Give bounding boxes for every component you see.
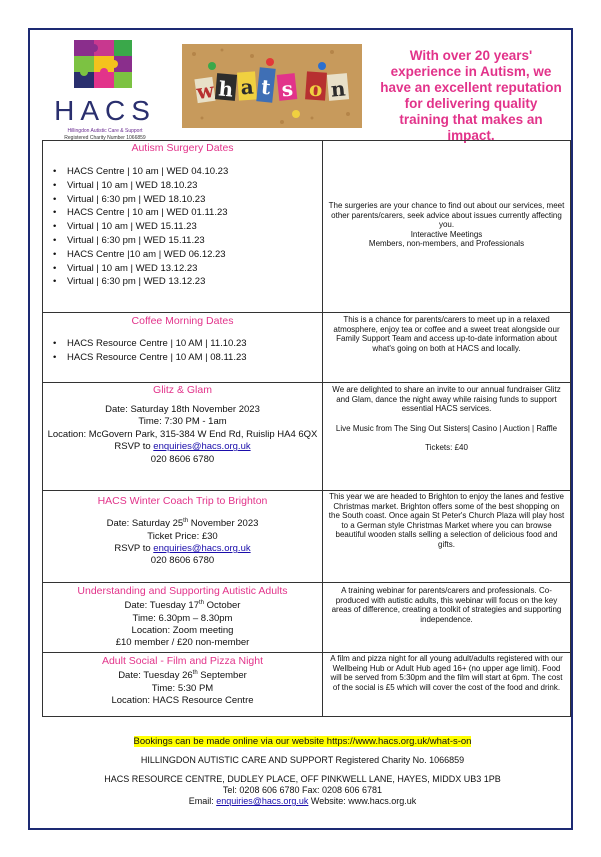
list-item: • HACS Resource Centre | 10 AM | 11.10.23	[53, 337, 322, 351]
list-item: • Virtual | 10 am | WED 13.12.23	[53, 262, 322, 276]
event-cell-left	[43, 491, 323, 583]
event-description: A training webinar for parents/carers and professionals. Co-produced with autistic adults, this webinar will focus on the key areas of difference, creating a toolkit of strategies and supporting independence.	[331, 586, 562, 624]
logo-subtitle: Hillingdon Autistic Care & Support	[67, 128, 143, 134]
svg-text:n: n	[329, 76, 347, 102]
org-name: HILLINGDON AUTISTIC CARE AND SUPPORT Registered Charity No. 1066859	[140, 755, 465, 765]
list-item: • HACS Centre |10 am | WED 06.12.23	[53, 248, 322, 262]
list-item: • Virtual | 10 am | WED 15.11.23	[53, 220, 322, 234]
list-item: • Virtual | 6:30 pm | WED 18.10.23	[53, 193, 322, 207]
list-item: • HACS Centre | 10 am | WED 04.10.23	[53, 165, 322, 179]
event-description: This is a chance for parents/carers to meet up in a relaxed atmosphere, enjoy tea or coffee and a sweet treat alongside our Family Support Team and access up-to-date information about what's going on both at HACS and locally.	[333, 315, 560, 353]
event-row-glitz	[43, 383, 571, 491]
event-cell-right	[323, 583, 571, 653]
event-cell-right	[323, 313, 571, 383]
event-title: Adult Social - Film and Pizza Night	[101, 655, 264, 667]
event-details: Date: Saturday 25th November 2023 Ticket Price: £30 RSVP to enquiries@hacs.org.uk 020 8606 6780	[106, 518, 259, 567]
event-title: Coffee Morning Dates	[131, 315, 234, 327]
event-cell-left	[43, 383, 323, 491]
event-row-coffee	[43, 313, 571, 383]
list-item: • HACS Resource Centre | 10 AM | 08.11.23	[53, 351, 322, 365]
puzzle-logo-icon	[66, 38, 140, 94]
svg-text:t: t	[259, 74, 272, 100]
event-cell-left	[43, 583, 323, 653]
event-description: The surgeries are your chance to find out about our services, meet other parents/carers, seek advice about issues currently affecting you. Interactive Meetings Members, non-members, and Professionals	[328, 201, 565, 249]
svg-text:o: o	[308, 76, 324, 102]
event-cell-left	[43, 141, 323, 313]
event-row-understanding	[43, 583, 571, 653]
flyer-page	[28, 28, 573, 830]
email-link[interactable]: enquiries@hacs.org.uk	[216, 796, 309, 806]
event-row-social	[43, 653, 571, 717]
website: Website: www.hacs.org.uk	[308, 796, 417, 806]
contact-line: Email: enquiries@hacs.org.uk Website: www.hacs.org.uk	[188, 796, 417, 806]
svg-text:a: a	[239, 74, 255, 100]
event-details: Date: Tuesday 26th September Time: 5:30 PM Location: HACS Resource Centre	[111, 670, 254, 706]
date-list	[43, 337, 322, 365]
event-title: HACS Winter Coach Trip to Brighton	[97, 495, 268, 507]
event-title: Autism Surgery Dates	[131, 142, 234, 154]
list-item: • Virtual | 6:30 pm | WED 15.11.23	[53, 234, 322, 248]
event-cell-right	[323, 141, 571, 313]
event-cell-right	[323, 491, 571, 583]
date-list	[43, 165, 322, 289]
rsvp-email-link[interactable]: enquiries@hacs.org.uk	[153, 441, 251, 453]
event-cell-left	[43, 653, 323, 717]
event-title: Glitz & Glam	[153, 384, 212, 396]
rsvp-email-link[interactable]: enquiries@hacs.org.uk	[153, 542, 251, 554]
whats-on-banner	[182, 44, 362, 128]
events-table	[42, 140, 571, 717]
address: HACS RESOURCE CENTRE, DUDLEY PLACE, OFF PINKWELL LANE, HAYES, MIDDX UB3 1PB	[104, 774, 501, 784]
event-description: This year we are headed to Brighton to enjoy the lanes and festive Christmas market. Brighton offers some of the best shopping on the South coast. Once again St Peter's Church Plaza will play host to a German style Christmas Market where you can browse beautiful wooden stalls selling a selection of delicious food and gifts.	[328, 492, 565, 549]
event-row-brighton	[43, 491, 571, 583]
svg-text:s: s	[280, 76, 295, 102]
svg-text:h: h	[217, 76, 235, 102]
list-item: • Virtual | 10 am | WED 18.10.23	[53, 179, 322, 193]
event-cell-left	[43, 313, 323, 383]
event-title: Understanding and Supporting Autistic Adults	[77, 585, 288, 597]
event-cell-right	[323, 383, 571, 491]
logo-charity-number: Registered Charity Number 1066859	[64, 135, 146, 141]
footer	[30, 736, 575, 807]
tagline: With over 20 years' experience in Autism, we have an excellent reputation for delivering quality training that makes an impact.	[380, 48, 562, 143]
event-details: Date: Saturday 18th November 2023 Time: 7:30 PM - 1am Location: McGovern Park, 315-384 W End Rd, Ruislip HA4 6QX RSVP to enquiries@hacs.org.uk 020 8606 6780	[47, 404, 318, 465]
event-description: A film and pizza night for all young adult/adults registered with our Wellbeing Hub or Adult Hub aged 16+ (no upper age limit). Food will be served from 5:30pm and the film will start at 6pm. The cost of the social is £5 which will cover the cost of the food and drink.	[330, 654, 563, 692]
event-cell-right	[323, 653, 571, 717]
event-description: We are delighted to share an invite to our annual fundraiser Glitz and Glam, dance the night away while raising funds to support essential HACS services. Live Music from The Sing Out Sisters| Casino | Auction | Raffle Tickets: £40	[332, 385, 561, 453]
event-details: Date: Tuesday 17th October Time: 6.30pm – 8.30pm Location: Zoom meeting £10 member / £20 non-member	[115, 600, 250, 649]
list-item: • Virtual | 6:30 pm | WED 13.12.23	[53, 275, 322, 289]
event-row-surgery	[43, 141, 571, 313]
list-item: • HACS Centre | 10 am | WED 01.11.23	[53, 206, 322, 220]
booking-notice[interactable]: Bookings can be made online via our website https://www.hacs.org.uk/what-s-on	[133, 736, 472, 747]
hacs-logo	[50, 38, 160, 146]
tel-fax: Tel: 0208 606 6780 Fax: 0208 606 6781	[222, 785, 383, 795]
logo-text: HACS	[54, 95, 156, 126]
svg-text:w: w	[194, 77, 216, 105]
